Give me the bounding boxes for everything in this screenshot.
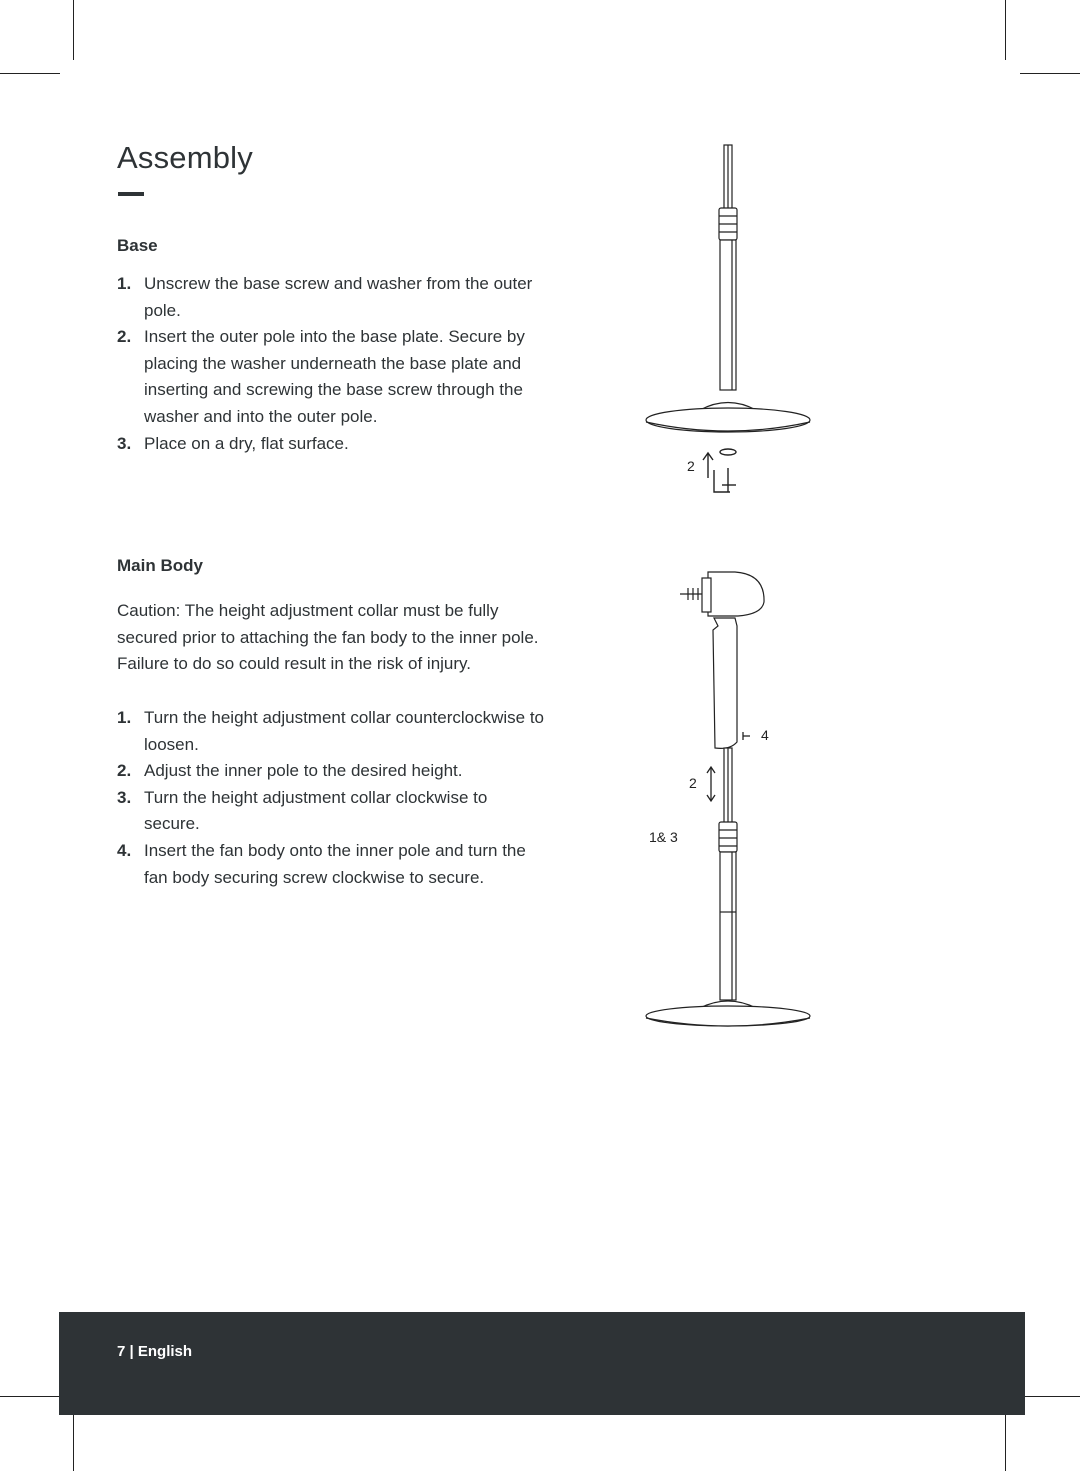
figure-callout: 4 (761, 727, 769, 743)
crop-mark (1005, 0, 1006, 60)
step-number: 2. (117, 327, 132, 347)
base-assembly-illustration (640, 140, 820, 510)
step-text: Unscrew the base screw and washer from the outer pole. (144, 274, 533, 320)
step-number: 1. (117, 708, 132, 727)
caution-text: Caution: The height adjustment collar must be fully secured prior to attaching the fan body to the inner pole. Failure to do so could result in the risk of injury. (117, 601, 539, 674)
footer-separator: | (129, 1343, 134, 1360)
list-item (117, 271, 544, 324)
list-item (117, 431, 544, 458)
list-item (117, 324, 544, 430)
list-item (117, 838, 544, 891)
step-number: 3. (117, 787, 132, 807)
step-text: Turn the height adjustment collar clockwise to secure. (144, 787, 488, 834)
page-footer (59, 1312, 1025, 1415)
step-text: Adjust the inner pole to the desired height. (144, 761, 463, 781)
step-number: 4. (117, 840, 132, 860)
crop-mark (1020, 1396, 1080, 1397)
crop-mark (73, 1411, 74, 1471)
title-underline (118, 192, 144, 196)
step-text: Insert the fan body onto the inner pole and turn the fan body securing screw clockwise to secure. (144, 840, 526, 887)
crop-mark (1005, 1411, 1006, 1471)
figure-callout: 2 (687, 458, 695, 474)
crop-mark (0, 1396, 60, 1397)
crop-mark (1020, 73, 1080, 74)
list-item (117, 705, 544, 758)
language-label: English (137, 1343, 193, 1360)
main-body-assembly-illustration (640, 560, 820, 1030)
footer-label (117, 1343, 192, 1360)
page-number: 7 (117, 1343, 126, 1360)
figure-callout: 1& 3 (649, 829, 678, 845)
section-heading-base: Base (117, 236, 158, 255)
crop-mark (0, 73, 60, 74)
list-item (117, 758, 544, 785)
section-heading-main-body: Main Body (117, 556, 203, 575)
figure-callout: 2 (689, 775, 697, 791)
main-body-steps-list (117, 705, 544, 891)
step-text: Insert the outer pole into the base plate. Secure by placing the washer underneath the base plate and inserting and screwing the base screw through the washer and into the outer pole. (144, 327, 525, 426)
step-number: 1. (117, 274, 132, 293)
step-number: 3. (117, 433, 132, 453)
crop-mark (73, 0, 74, 60)
page-title: Assembly (117, 140, 253, 175)
list-item (117, 785, 544, 838)
step-number: 2. (117, 761, 132, 781)
step-text: Turn the height adjustment collar counterclockwise to loosen. (144, 708, 545, 754)
step-text: Place on a dry, flat surface. (144, 433, 349, 453)
base-steps-list (117, 271, 544, 457)
